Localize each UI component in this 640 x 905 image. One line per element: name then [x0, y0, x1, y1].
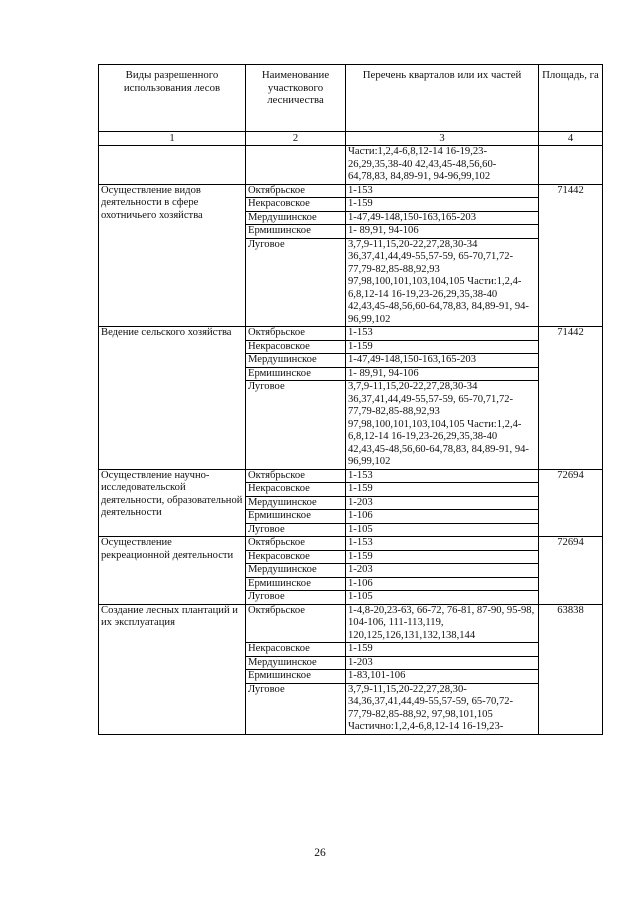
quarters-cell: 1-153	[346, 327, 539, 341]
quarters-cell: 3,7,9-11,15,20-22,27,28,30-34,36,37,41,44,49-55,57-59, 65-70,72-77,79-82,85-88,92, 97,98,101,105 Частично:1,2,4-6,8,12-14 16-19,23-	[346, 683, 539, 734]
forestry-cell: Ермишинское	[246, 225, 346, 239]
area-cell	[539, 146, 603, 185]
quarters-cell: 1-153	[346, 537, 539, 551]
forestry-cell: Некрасовское	[246, 483, 346, 497]
forestry-cell: Ермишинское	[246, 577, 346, 591]
table-row	[99, 184, 603, 198]
forestry-cell: Мердушинское	[246, 354, 346, 368]
forestry-cell: Луговое	[246, 591, 346, 605]
area-cell: 63838	[539, 604, 603, 734]
header-quarters-list: Перечень кварталов или их частей	[346, 65, 539, 132]
header-forestry-name: Наименование участкового лесничества	[246, 65, 346, 132]
quarters-cell: Части:1,2,4-6,8,12-14 16-19,23-26,29,35,38-40 42,43,45-48,56,60-64,78,83, 84,89-91, 94-96,99,102	[346, 146, 539, 185]
forestry-cell: Мердушинское	[246, 211, 346, 225]
area-cell: 71442	[539, 184, 603, 327]
use-type-cell: Осуществление научно-исследовательской деятельности, образовательной деятельности	[99, 469, 246, 537]
forestry-cell: Ермишинское	[246, 510, 346, 524]
forestry-cell	[246, 146, 346, 185]
column-number: 4	[539, 132, 603, 146]
quarters-cell: 1-203	[346, 564, 539, 578]
column-number-row	[99, 132, 603, 146]
quarters-cell: 1-153	[346, 469, 539, 483]
area-cell: 71442	[539, 327, 603, 470]
quarters-cell: 1-159	[346, 198, 539, 212]
quarters-cell: 1-106	[346, 577, 539, 591]
table-row	[99, 327, 603, 341]
quarters-cell: 1-105	[346, 523, 539, 537]
use-type-cell	[99, 146, 246, 185]
forestry-cell: Луговое	[246, 381, 346, 470]
quarters-cell: 1-83,101-106	[346, 670, 539, 684]
table-row	[99, 537, 603, 551]
forestry-cell: Луговое	[246, 523, 346, 537]
quarters-cell: 1-159	[346, 550, 539, 564]
quarters-cell: 3,7,9-11,15,20-22,27,28,30-34 36,37,41,44,49-55,57-59, 65-70,71,72-77,79-82,85-88,92,93 97,98,100,101,103,104,105 Части:1,2,4-6,8,12-14 16-19,23-26,29,35,38-40 42,43,45-48,56,60-64,78,83, 84,89-91, 94-96,99,102	[346, 238, 539, 327]
quarters-cell: 1- 89,91, 94-106	[346, 367, 539, 381]
forestry-cell: Мердушинское	[246, 496, 346, 510]
quarters-cell: 1- 89,91, 94-106	[346, 225, 539, 239]
forestry-cell: Некрасовское	[246, 340, 346, 354]
forestry-cell: Луговое	[246, 238, 346, 327]
table-row	[99, 146, 603, 185]
forestry-cell: Мердушинское	[246, 656, 346, 670]
quarters-cell: 1-106	[346, 510, 539, 524]
table-row	[99, 604, 603, 643]
forestry-cell: Ермишинское	[246, 367, 346, 381]
forestry-cell: Октябрьское	[246, 604, 346, 643]
quarters-cell: 1-159	[346, 340, 539, 354]
table-row	[99, 469, 603, 483]
header-use-type: Виды разрешенного использования лесов	[99, 65, 246, 132]
forestry-cell: Мердушинское	[246, 564, 346, 578]
forestry-cell: Октябрьское	[246, 469, 346, 483]
column-number: 3	[346, 132, 539, 146]
forestry-cell: Ермишинское	[246, 670, 346, 684]
area-cell: 72694	[539, 537, 603, 605]
quarters-cell: 1-153	[346, 184, 539, 198]
quarters-cell: 1-159	[346, 483, 539, 497]
page-number: 26	[314, 847, 326, 859]
header-area: Площадь, га	[539, 65, 603, 132]
forestry-cell: Октябрьское	[246, 184, 346, 198]
forest-use-table	[98, 64, 603, 735]
forestry-cell: Некрасовское	[246, 198, 346, 212]
quarters-cell: 1-203	[346, 496, 539, 510]
column-number: 2	[246, 132, 346, 146]
forestry-cell: Некрасовское	[246, 643, 346, 657]
quarters-cell: 3,7,9-11,15,20-22,27,28,30-34 36,37,41,44,49-55,57-59, 65-70,71,72-77,79-82,85-88,92,93 97,98,100,101,103,104,105 Части:1,2,4-6,8,12-14 16-19,23-26,29,35,38-40 42,43,45-48,56,60-64,78,83, 84,89-91, 94-96,99,102	[346, 381, 539, 470]
forestry-cell: Луговое	[246, 683, 346, 734]
use-type-cell: Создание лесных плантаций и их эксплуатация	[99, 604, 246, 734]
use-type-cell: Осуществление видов деятельности в сфере охотничьего хозяйства	[99, 184, 246, 327]
quarters-cell: 1-105	[346, 591, 539, 605]
header-row	[99, 65, 603, 132]
column-number: 1	[99, 132, 246, 146]
quarters-cell: 1-47,49-148,150-163,165-203	[346, 211, 539, 225]
quarters-cell: 1-203	[346, 656, 539, 670]
quarters-cell: 1-47,49-148,150-163,165-203	[346, 354, 539, 368]
forestry-cell: Некрасовское	[246, 550, 346, 564]
use-type-cell: Осуществление рекреационной деятельности	[99, 537, 246, 605]
quarters-cell: 1-4,8-20,23-63, 66-72, 76-81, 87-90, 95-98, 104-106, 111-113,119, 120,125,126,131,132,138,144	[346, 604, 539, 643]
area-cell: 72694	[539, 469, 603, 537]
use-type-cell: Ведение сельского хозяйства	[99, 327, 246, 470]
quarters-cell: 1-159	[346, 643, 539, 657]
table-body	[99, 146, 603, 735]
forestry-cell: Октябрьское	[246, 327, 346, 341]
forestry-cell: Октябрьское	[246, 537, 346, 551]
